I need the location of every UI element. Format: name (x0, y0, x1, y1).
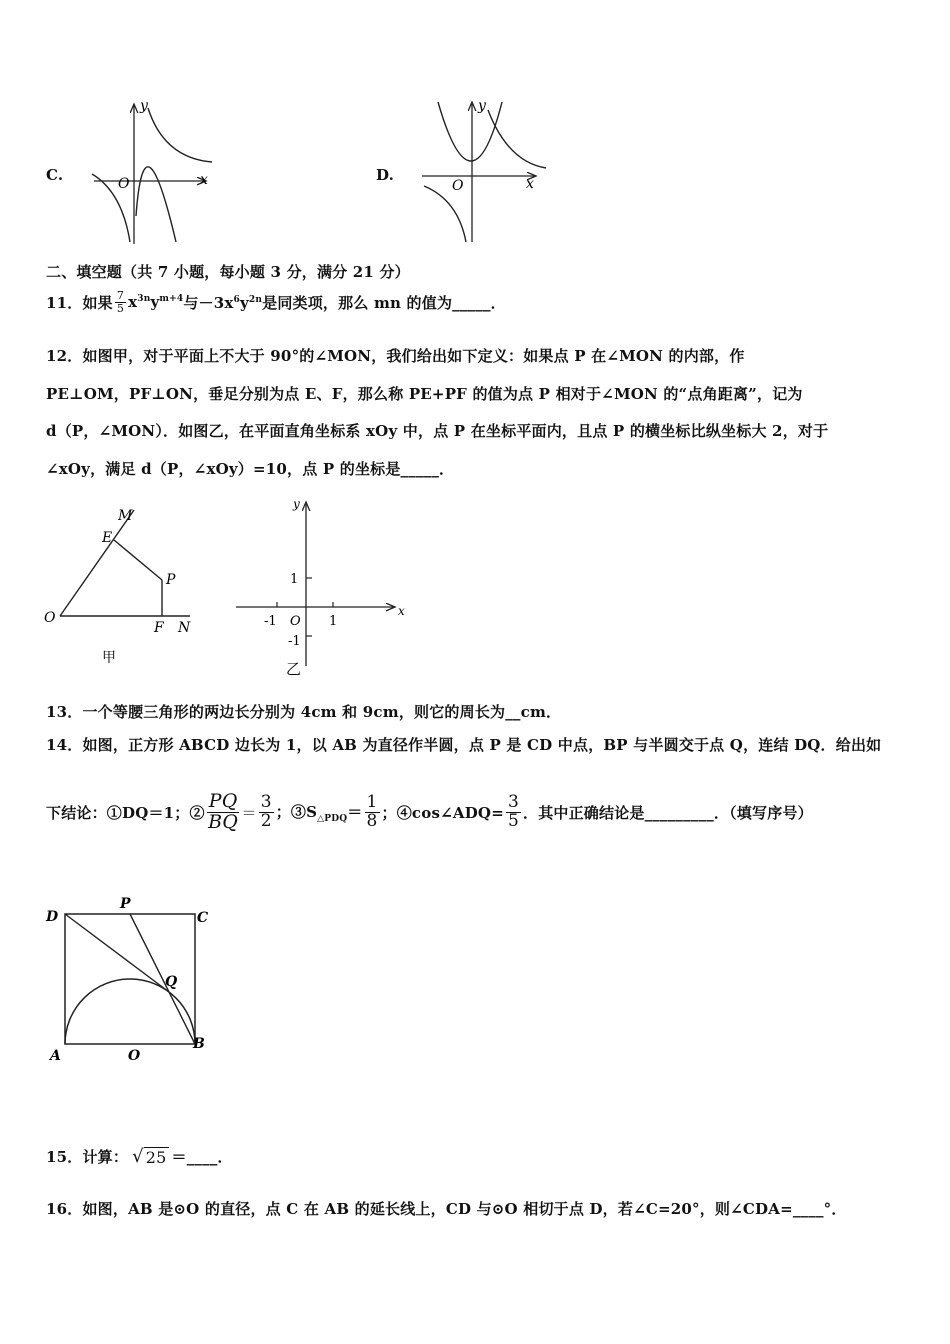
label-f: F (154, 620, 164, 636)
question-11 (46, 290, 506, 314)
q11-frac-num: 7 (116, 289, 125, 302)
question-16: 16．如图，AB 是⊙O 的直径，点 C 在 AB 的延长线上，CD 与⊙O 相切于点 D，若∠C=20°，则∠CDA=____°． (46, 1200, 847, 1218)
sqrt-symbol: √ (132, 1146, 144, 1167)
caption-jia: 甲 (102, 650, 116, 666)
frac-num: PQ (208, 790, 238, 812)
figure-jia (40, 500, 210, 675)
y-label: y (140, 98, 148, 114)
label-n: N (178, 620, 191, 636)
q11-frac-den: 5 (116, 301, 125, 315)
frac-num: 3 (260, 792, 272, 813)
q11-prefix: 如果 (82, 293, 113, 312)
option-d-label: D. (376, 166, 395, 184)
q14-line-1: 14．如图，正方形 ABCD 边长为 1，以 AB 为直径作半圆，点 P 是 CD 中点，BP 与半圆交于点 Q，连结 DQ．给出如 (46, 736, 882, 754)
frac-den: 2 (260, 810, 272, 831)
equals: ＝ (241, 803, 257, 822)
question-15 (46, 1146, 233, 1167)
q11-suffix: 是同类项，那么 mn 的值为_____． (262, 293, 506, 312)
y-label: y (478, 98, 486, 114)
q12-line-1: 12．如图甲，对于平面上不大于 90°的∠MON，我们给出如下定义：如果点 P 在∠MON 的内部，作 (46, 347, 745, 365)
hyperbola-branch-2 (424, 186, 466, 242)
frac-den: 8 (366, 810, 378, 831)
question-13: 13．一个等腰三角形的两边长分别为 4cm 和 9cm，则它的周长为__cm． (46, 703, 562, 721)
label-y-neg1: -1 (288, 634, 301, 649)
frac-den: 5 (507, 810, 519, 831)
x-label: x (200, 172, 208, 188)
q14-fraction-pq-bq (207, 792, 240, 833)
frac-den: BQ (208, 810, 239, 833)
q14-tail: ．其中正确结论是_________．（填写序号） (523, 803, 813, 822)
label-m: M (118, 508, 133, 524)
frac-num: 1 (366, 792, 378, 813)
label-o: O (44, 610, 56, 626)
option-c-graph (86, 96, 216, 246)
q11-term1: $x^{3n}y^{m+4}$ (128, 293, 184, 312)
label-c: C (197, 910, 209, 926)
q14-sep2: ；④cos∠ADQ= (381, 803, 504, 822)
option-c-label: C. (46, 166, 64, 184)
origin-label: O (118, 176, 130, 192)
q15-radicand: 25 (145, 1147, 167, 1167)
q14-sep1: ；$③S_{\triangle PDQ}=$ (275, 802, 363, 824)
label-b: B (193, 1036, 205, 1052)
option-d-graph (410, 96, 550, 246)
q14-lead: 下结论：①DQ＝1；② (46, 803, 205, 822)
q11-fraction (115, 290, 126, 314)
parabola (438, 102, 502, 161)
q11-middle: 与$-3x^6y^{2n}$ (183, 293, 263, 312)
label-p: P (166, 572, 176, 588)
x-label: x (526, 176, 534, 192)
label-a: A (50, 1048, 61, 1064)
q11-number: 11． (46, 293, 83, 312)
q14-fraction-3-2 (259, 794, 274, 831)
label-y-1: 1 (290, 572, 299, 587)
figure-yi (230, 494, 410, 679)
section-heading: 二、填空题（共 7 小题，每小题 3 分，满分 21 分） (46, 263, 410, 281)
label-p: P (120, 896, 131, 912)
q14-fraction-1-8 (365, 794, 380, 831)
q12-line-2: PE⊥OM，PF⊥ON，垂足分别为点 E、F，那么称 PE+PF 的值为点 P 相对于∠MON 的“点角距离”，记为 (46, 385, 803, 403)
label-o: O (128, 1048, 141, 1064)
q14-figure (40, 888, 225, 1068)
segment-pe (114, 540, 162, 580)
frac-num: 3 (507, 792, 519, 813)
hyperbola-branch-1 (148, 108, 212, 162)
q15-prefix: 15．计算： (46, 1148, 129, 1166)
q15-suffix: ＝____． (171, 1148, 233, 1166)
q14-line-2 (46, 792, 813, 833)
label-x-neg1: -1 (264, 614, 277, 629)
label-d: D (46, 909, 59, 925)
parabola (136, 167, 176, 242)
origin-label: O (452, 178, 464, 194)
label-origin: O (290, 614, 301, 629)
caption-yi: 乙 (286, 660, 302, 678)
label-x: x (398, 604, 405, 618)
label-x-1: 1 (329, 614, 338, 629)
label-e: E (102, 530, 113, 546)
label-q: Q (165, 974, 178, 990)
q12-line-4: ∠xOy，满足 d（P，∠xOy）=10，点 P 的坐标是_____． (46, 460, 455, 478)
ray-om (60, 510, 134, 616)
q14-fraction-3-5 (506, 794, 521, 831)
q12-line-3: d（P，∠MON）．如图乙，在平面直角坐标系 xOy 中，点 P 在坐标平面内，且点 P 的横坐标比纵坐标大 2，对于 (46, 422, 829, 440)
label-y: y (293, 497, 300, 511)
